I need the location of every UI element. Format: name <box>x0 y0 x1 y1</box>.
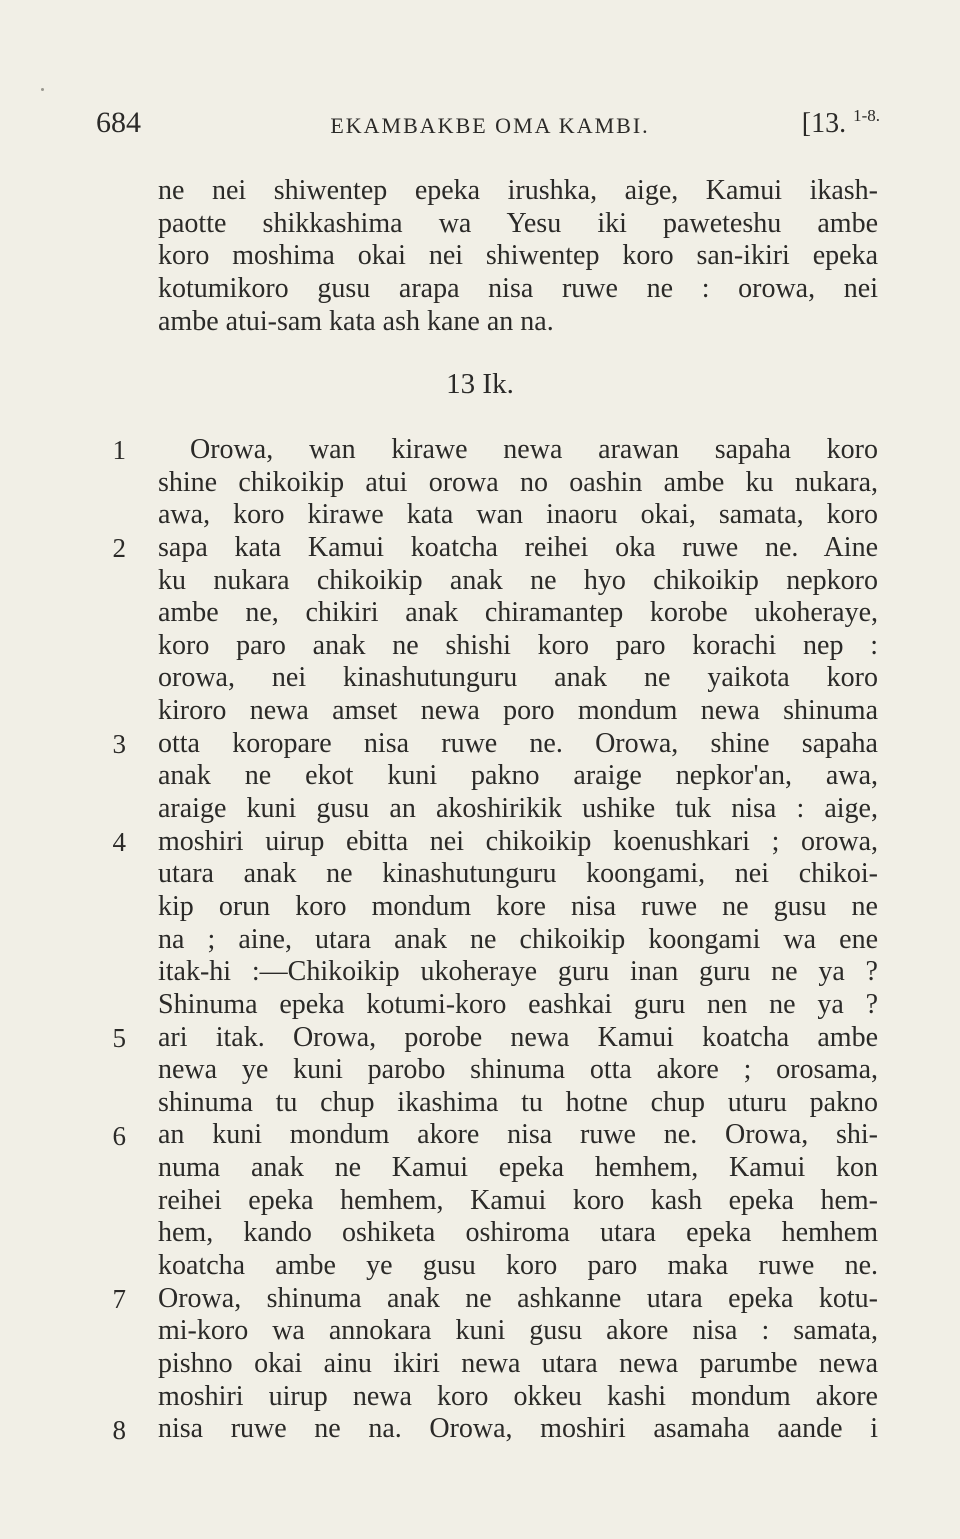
verse-number: 3 <box>112 728 126 759</box>
text-line: nisa ruwe ne na. Orowa, moshiri asamaha aande i <box>158 1413 878 1445</box>
chapter-verse-reference <box>802 106 880 140</box>
chapter-heading: 13 Ik. <box>446 368 514 400</box>
verse-number: 7 <box>112 1283 126 1314</box>
text-line: ku nukara chikoikip anak ne hyo chikoikip nepkoro <box>158 564 878 596</box>
verse-number: 6 <box>112 1120 126 1151</box>
text-line: anak ne ekot kuni pakno araige nepkor'an, awa, <box>158 760 878 792</box>
text-line: pishno okai ainu ikiri newa utara newa parumbe newa <box>158 1347 878 1379</box>
text-line: ne nei shiwentep epeka irushka, aige, Kamui ikash- <box>158 175 878 206</box>
text-line: orowa, nei kinashutunguru anak ne yaikota koro <box>158 662 878 694</box>
text-line: mi-koro wa annokara kuni gusu akore nisa : samata, <box>158 1315 878 1347</box>
text-line: awa, koro kirawe kata wan inaoru okai, samata, koro <box>158 499 878 531</box>
text-line: paotte shikkashima wa Yesu iki paweteshu ambe <box>158 207 878 239</box>
verse-number: 1 <box>112 435 126 465</box>
text-line: kip orun koro mondum kore nisa ruwe ne gusu ne <box>158 890 878 922</box>
text-line: kotumikoro gusu arapa nisa ruwe ne : orowa, nei <box>158 272 878 304</box>
text-line: koro moshima okai nei shiwentep koro san-ikiri epeka <box>158 240 878 272</box>
text-line: moshiri uirup newa koro okkeu kashi mondum akore <box>158 1380 878 1412</box>
text-line: ari itak. Orowa, porobe newa Kamui koatcha ambe <box>158 1021 878 1053</box>
text-line: an kuni mondum akore nisa ruwe ne. Orowa, shi- <box>158 1119 878 1151</box>
text-line: numa anak ne Kamui epeka hemhem, Kamui kon <box>158 1152 878 1184</box>
running-head <box>96 106 884 146</box>
page-number: 684 <box>96 106 141 139</box>
text-line: araige kuni gusu an akoshirikik ushike tuk nisa : aige, <box>158 793 878 825</box>
text-line: moshiri uirup ebitta nei chikoikip koenushkari ; orowa, <box>158 825 878 857</box>
text-line: sapa kata Kamui koatcha reihei oka ruwe ne. Aine <box>158 531 878 563</box>
text-line: Orowa, shinuma anak ne ashkanne utara epeka kotu- <box>158 1282 878 1314</box>
text-line: newa ye kuni parobo shinuma otta akore ; orosama, <box>158 1054 878 1086</box>
text-line: itak-hi :—Chikoikip ukoheraye guru inan guru ne ya ? <box>158 956 878 988</box>
paper-speck <box>41 88 44 91</box>
verse-number: 2 <box>112 532 126 563</box>
verse-number: 5 <box>112 1022 126 1053</box>
verse-number: 4 <box>112 826 126 857</box>
text-line: koro paro anak ne shishi koro paro korachi nep : <box>158 629 878 661</box>
reference-chapter: [13. <box>801 108 847 139</box>
chapter-text <box>158 434 878 1446</box>
text-line: ambe atui-sam kata ash kane an na. <box>158 305 554 337</box>
text-line: shinuma tu chup ikashima tu hotne chup uturu pakno <box>158 1086 878 1118</box>
reference-verses: 1-8. <box>853 106 880 125</box>
text-line: ambe ne, chikiri anak chiramantep korobe ukoheraye, <box>158 597 878 629</box>
book-title: EKAMBAKBE OMA KAMBI. <box>330 113 650 138</box>
verse-number: 8 <box>112 1414 126 1445</box>
text-line: shine chikoikip atui orowa no oashin ambe ku nukara, <box>158 466 878 498</box>
text-line: reihei epeka hemhem, Kamui koro kash epeka hem- <box>158 1184 878 1216</box>
text-line: utara anak ne kinashutunguru koongami, nei chikoi- <box>158 858 878 890</box>
text-line: hem, kando oshiketa oshiroma utara epeka hemhem <box>158 1217 878 1249</box>
text-line: kiroro newa amset newa poro mondum newa shinuma <box>158 695 878 727</box>
text-line: Shinuma epeka kotumi-koro eashkai guru nen ne ya ? <box>158 988 878 1020</box>
intro-paragraph <box>158 175 878 338</box>
text-line: Orowa, wan kirawe newa arawan sapaha koro <box>190 434 878 465</box>
text-line: koatcha ambe ye gusu koro paro maka ruwe ne. <box>158 1250 878 1282</box>
text-line: na ; aine, utara anak ne chikoikip koongami wa ene <box>158 923 878 955</box>
text-line: otta koropare nisa ruwe ne. Orowa, shine sapaha <box>158 727 878 759</box>
